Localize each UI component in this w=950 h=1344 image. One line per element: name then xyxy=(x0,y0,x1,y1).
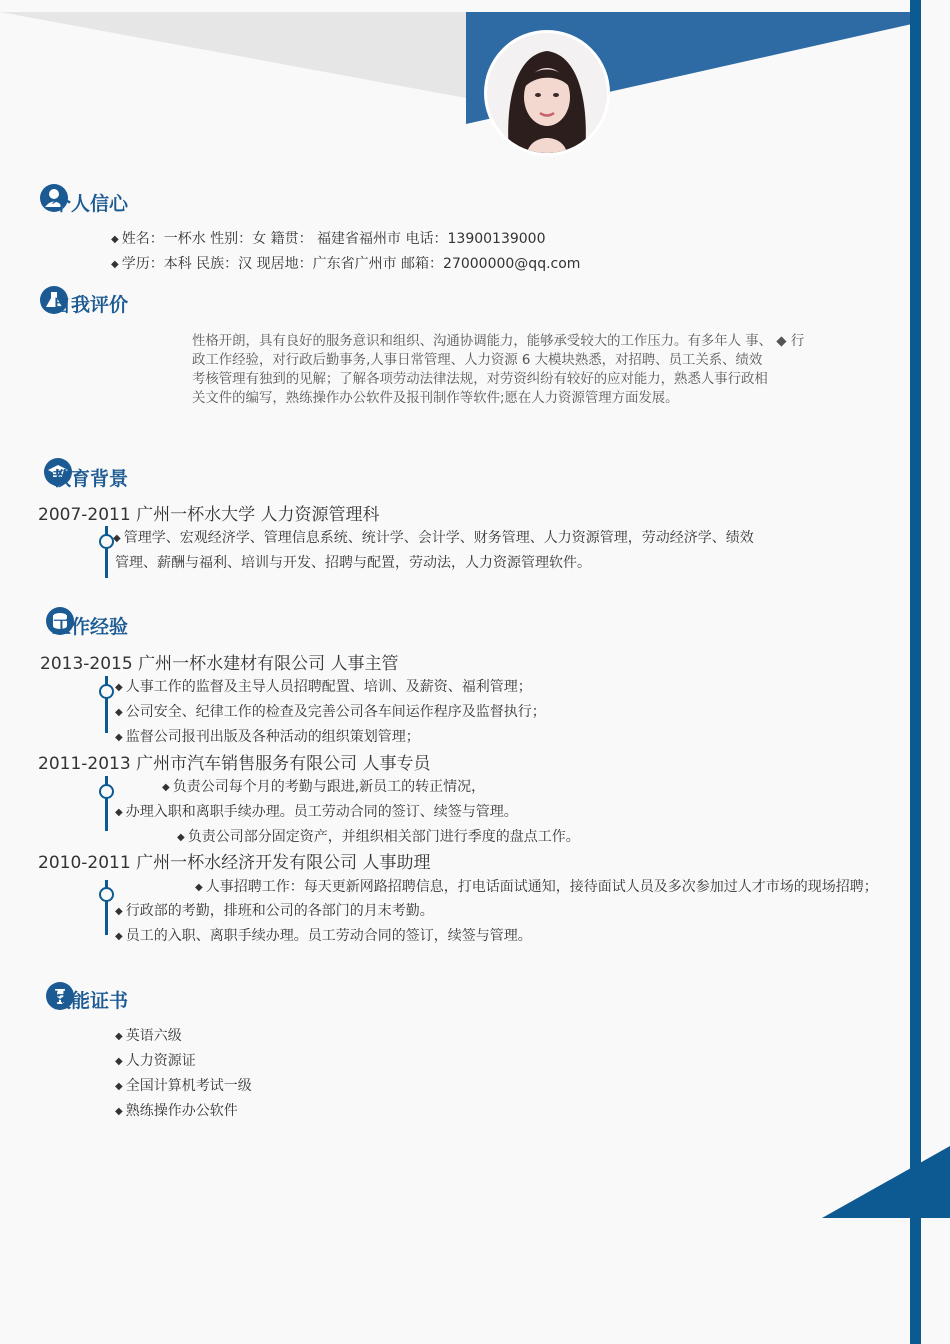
work-3-line-2: ◆ 行政部的考勤，排班和公司的各部门的月末考勤。 xyxy=(115,903,434,919)
cert-item: ◆ 熟练操作办公软件 xyxy=(115,1103,238,1119)
section-title-education: 教育背景 xyxy=(52,468,129,490)
right-accent-bar xyxy=(910,0,921,1344)
cert-item: ◆ 英语六级 xyxy=(115,1028,182,1044)
work-2-line-3: ◆ 负责公司部分固定资产，并组织相关部门进行季度的盘点工作。 xyxy=(177,829,580,845)
avatar xyxy=(484,30,610,156)
section-title-work: 工作经验 xyxy=(52,616,129,638)
timeline-node xyxy=(99,784,114,799)
bullet-icon: ◆ xyxy=(111,234,119,245)
timeline-node xyxy=(99,887,114,902)
self-evaluation-text: 性格开朗，具有良好的服务意识和组织、沟通协调能力，能够承受较大的工作压力。有多年人 事、 ◆ 行 政工作经验，对行政后勤事务,人事日常管理、人力资源 6 大模块熟悉，对招聘、员工关系、绩效 考核管理有独到的见解；了解各项劳动法律法规，对劳资纠纷有较好的应对能力，熟悉人事行政相 关文件的编写，熟练操作办公软件及报刊制作等软件;愿在人力资源管理方面发展。 xyxy=(192,334,805,406)
work-3-line-1: ◆ 人事招聘工作：每天更新网路招聘信息，打电话面试通知，接待面试人员及多次参加过人才市场的现场招聘； xyxy=(195,879,878,895)
work-1-line-1: ◆ 人事工作的监督及主导人员招聘配置、培训、及薪资、福利管理； xyxy=(115,679,532,695)
education-line-2: 管理、薪酬与福利、培训与开发、招聘与配置，劳动法，人力资源管理软件。 xyxy=(115,555,591,571)
work-2-line-1: ◆ 负责公司每个月的考勤与跟进,新员工的转正情况， xyxy=(162,779,486,795)
bullet-icon: ◆ xyxy=(177,832,185,843)
bullet-icon: ◆ xyxy=(113,533,121,544)
bullet-icon: ◆ xyxy=(162,782,170,793)
personal-line-2: ◆ 学历：本科 民族：汉 现居地：广东省广州市 邮箱：27000000@qq.com xyxy=(111,256,581,272)
bullet-icon: ◆ xyxy=(115,682,123,693)
bullet-icon: ◆ xyxy=(115,732,123,743)
work-entry-head-3: 2010-2011 广州一杯水经济开发有限公司 人事助理 xyxy=(38,853,431,873)
bullet-icon: ◆ xyxy=(115,807,123,818)
education-entry-head: 2007-2011 广州一杯水大学 人力资源管理科 xyxy=(38,505,380,525)
work-3-line-3: ◆ 员工的入职、离职手续办理。员工劳动合同的签订，续签与管理。 xyxy=(115,928,532,944)
cert-item: ◆ 全国计算机考试一级 xyxy=(115,1078,252,1094)
bullet-icon: ◆ xyxy=(111,259,119,270)
personal-line-1: ◆ 姓名：一杯水 性别：女 籍贯： 福建省福州市 电话：13900139000 xyxy=(111,231,546,247)
work-entry-head-1: 2013-2015 广州一杯水建材有限公司 人事主管 xyxy=(40,654,399,674)
education-line-1: ◆ 管理学、宏观经济学、管理信息系统、统计学、会计学、财务管理、人力资源管理，劳动经济学、绩效 xyxy=(113,530,754,546)
section-title-certs: 技能证书 xyxy=(52,990,129,1012)
bullet-icon: ◆ xyxy=(115,1031,123,1042)
bullet-icon: ◆ xyxy=(115,1081,123,1092)
bullet-icon: ◆ xyxy=(115,906,123,917)
cert-item: ◆ 人力资源证 xyxy=(115,1053,196,1069)
bullet-icon: ◆ xyxy=(115,1056,123,1067)
work-entry-head-2: 2011-2013 广州市汽车销售服务有限公司 人事专员 xyxy=(38,754,431,774)
section-title-self: 自我评价 xyxy=(52,294,129,316)
work-1-line-3: ◆ 监督公司报刊出版及各种活动的组织策划管理； xyxy=(115,729,420,745)
section-title-personal: 个人信心 xyxy=(52,193,129,215)
bullet-icon: ◆ xyxy=(115,1106,123,1117)
timeline-node xyxy=(99,534,114,549)
work-1-line-2: ◆ 公司安全、纪律工作的检查及完善公司各车间运作程序及监督执行； xyxy=(115,704,546,720)
bullet-icon: ◆ xyxy=(195,882,203,893)
timeline-node xyxy=(99,684,114,699)
bullet-icon: ◆ xyxy=(115,707,123,718)
bullet-icon: ◆ xyxy=(115,931,123,942)
work-2-line-2: ◆ 办理入职和离职手续办理。员工劳动合同的签订、续签与管理。 xyxy=(115,804,518,820)
